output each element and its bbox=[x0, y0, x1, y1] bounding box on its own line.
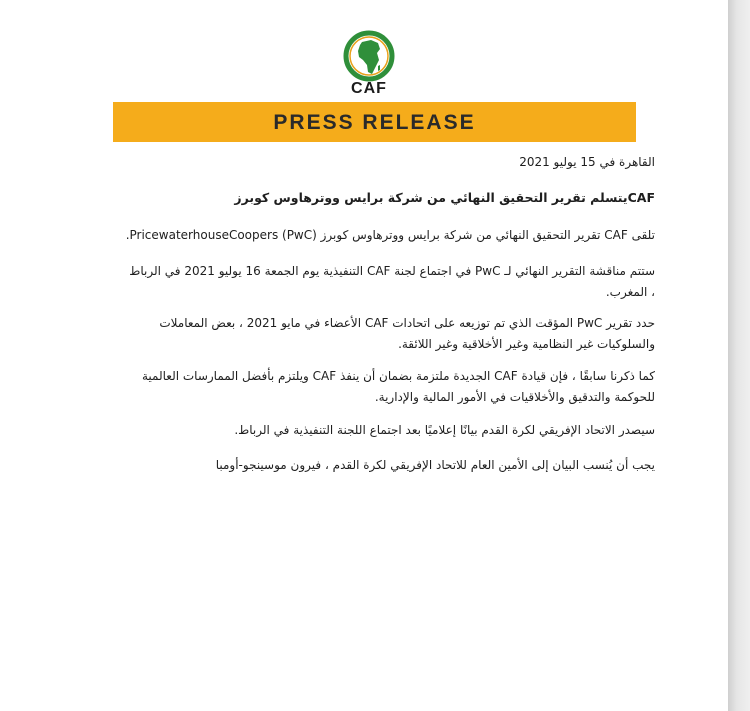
paragraph-6: يجب أن يُنسب البيان إلى الأمين العام للاتحاد الإفريقي لكرة القدم ، فيرون موسينجو-أومبا bbox=[215, 458, 655, 472]
paragraph-1: تلقى CAF تقرير التحقيق النهائي من شركة برايس ووترهاوس كوبرز PricewaterhouseCoopers (PwC). bbox=[125, 228, 655, 242]
page-edge-shadow bbox=[728, 0, 750, 711]
paragraph-2: ستتم مناقشة التقرير النهائي لـ PwC في اجتماع لجنة CAF التنفيذية يوم الجمعة 16 يوليو 2021 في الرباط ، المغرب. bbox=[129, 264, 655, 299]
press-release-banner bbox=[113, 102, 636, 142]
paragraph-4: كما ذكرنا سابقًا ، فإن قيادة CAF الجديدة ملتزمة بضمان أن ينفذ CAF ويلتزم بأفضل الممارسات العالمية للحوكمة والتدقيق والأخلاقيات في الأمور المالية والإدارية. bbox=[141, 369, 655, 404]
banner-title: PRESS RELEASE bbox=[273, 111, 476, 134]
logo-wordmark: CAF bbox=[351, 80, 387, 97]
paragraph-5: سيصدر الاتحاد الإفريقي لكرة القدم بيانًا إعلاميًا بعد اجتماع اللجنة التنفيذية في الرباط. bbox=[234, 423, 655, 437]
paragraph-3: حدد تقرير PwC المؤقت الذي تم توزيعه على اتحادات CAF الأعضاء في مايو 2021 ، بعض المعاملات والسلوكيات غير النظامية وغير الأخلاقية وغير اللائقة. bbox=[159, 316, 655, 351]
release-date: القاهرة في 15 يوليو 2021 bbox=[519, 155, 655, 169]
release-headline: CAFيتسلم تقرير التحقيق النهائي من شركة برايس ووترهاوس كوبرز bbox=[234, 190, 655, 205]
